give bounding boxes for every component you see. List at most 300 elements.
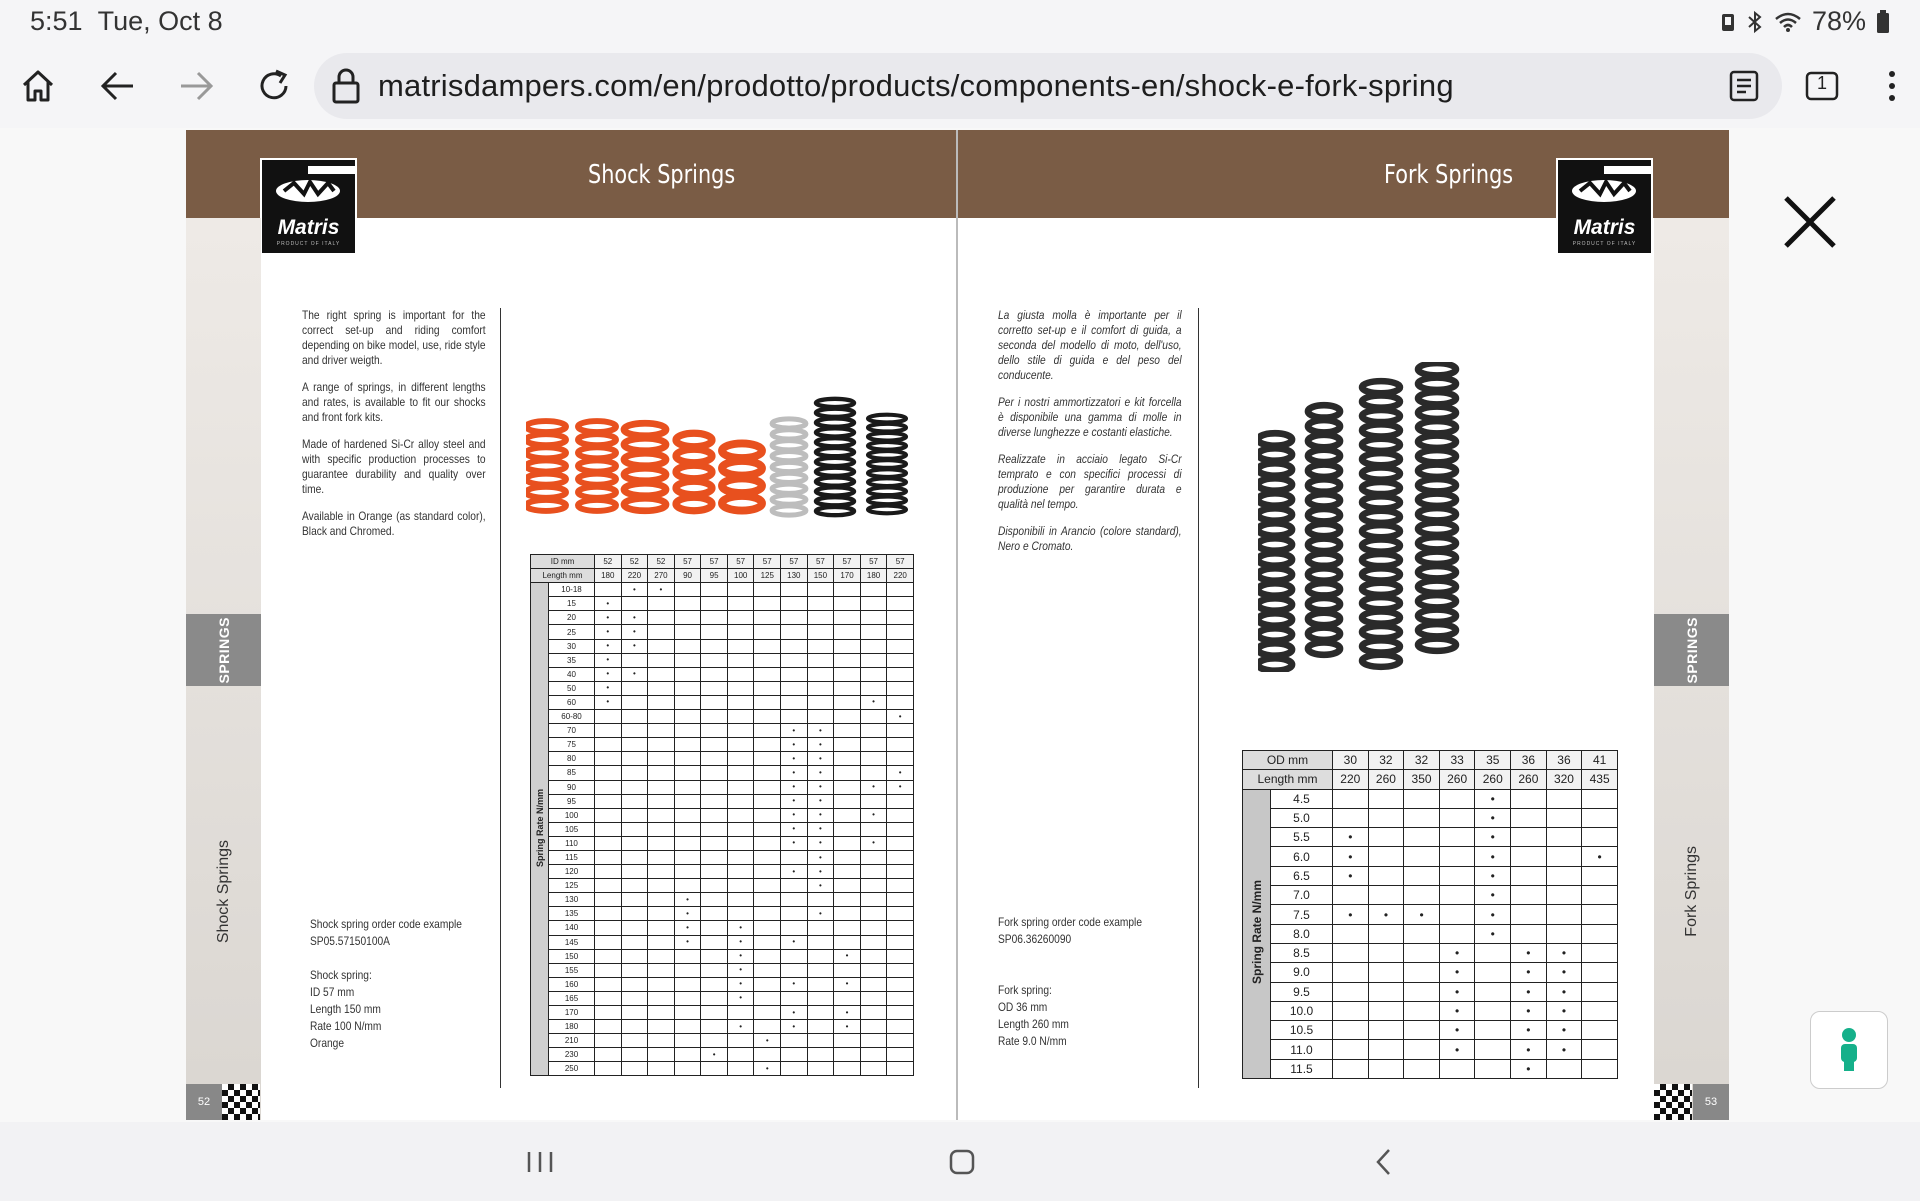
availability-cell [834,921,861,935]
header-cell: 36 [1546,751,1582,770]
availability-cell [781,949,808,963]
tab-count: 1 [1817,73,1828,93]
availability-cell: • [781,794,808,808]
lock-icon [330,67,362,105]
recent-apps-button[interactable] [520,1142,560,1182]
fork-springs-photo [1258,362,1498,672]
availability-cell [860,963,887,977]
availability-cell [754,681,781,695]
rate-cell: 230 [549,1048,595,1062]
availability-cell [754,752,781,766]
availability-cell [595,991,622,1005]
availability-cell [727,653,754,667]
availability-cell [674,991,701,1005]
availability-cell [701,611,728,625]
availability-cell: • [860,836,887,850]
availability-cell [887,865,914,879]
availability-cell: • [1511,1040,1547,1059]
availability-cell [701,583,728,597]
availability-cell [1368,1059,1404,1078]
availability-cell [701,836,728,850]
rate-cell: 10-18 [549,583,595,597]
rate-cell: 100 [549,808,595,822]
availability-cell [674,794,701,808]
divider-line [1198,308,1199,1088]
availability-cell [754,583,781,597]
header-cell: 260 [1368,770,1404,789]
availability-cell [834,1062,861,1076]
availability-cell: • [1546,982,1582,1001]
table-row [1243,866,1618,885]
availability-cell [1511,847,1547,866]
rate-cell: 180 [549,1020,595,1034]
availability-cell [1475,963,1511,982]
table-row [531,653,914,667]
availability-cell [674,752,701,766]
availability-cell [781,921,808,935]
availability-cell [727,667,754,681]
menu-button[interactable] [1866,60,1918,112]
table-row [531,822,914,836]
availability-cell: • [860,780,887,794]
availability-cell [648,836,675,850]
table-row [531,991,914,1005]
availability-cell [1404,808,1440,827]
rate-cell: 5.0 [1271,808,1333,827]
url-text[interactable]: matrisdampers.com/en/prodotto/products/components-en/shock-e-fork-spring [378,68,1454,103]
side-label: Shock Springs [214,840,232,944]
table-row [1243,1040,1618,1059]
availability-cell [621,681,648,695]
availability-cell [648,991,675,1005]
availability-cell [595,583,622,597]
intro-text: La giusta molla è importante per il corretto set-up e il comfort di guida, a seconda del modello di moto, dell'uso, dello stile di guida e del peso del conducente. Per i nostri ammortizzatori e kit forcella è disponibile una gamma di molle in diverse lunghezze e costanti elastiche. Realizzate in acciaio legato Si-Cr temprato e con specifici processi di produzione per garantire durata e qualità nel tempo. Disponibili in Arancio (colore standard), Nero e Cromato. [998,308,1182,553]
availability-cell [1475,982,1511,1001]
availability-cell [648,653,675,667]
availability-cell [1511,808,1547,827]
availability-cell [595,822,622,836]
availability-cell [1368,789,1404,808]
table-row [531,893,914,907]
availability-cell [648,1006,675,1020]
availability-cell [595,808,622,822]
rate-cell: 75 [549,738,595,752]
availability-cell [1333,1001,1369,1020]
availability-cell [727,1006,754,1020]
table-row [531,977,914,991]
availability-cell [727,611,754,625]
availability-cell [807,893,834,907]
rate-cell: 60-80 [549,710,595,724]
table-row [1243,886,1618,905]
availability-cell: • [674,907,701,921]
availability-cell [781,907,808,921]
availability-cell: • [1475,789,1511,808]
table-row [531,597,914,611]
availability-cell [834,865,861,879]
availability-cell [648,639,675,653]
availability-cell [754,977,781,991]
header-cell: 180 [595,569,622,583]
availability-cell [674,695,701,709]
availability-cell [701,653,728,667]
availability-cell [727,879,754,893]
availability-cell [595,780,622,794]
availability-cell [674,681,701,695]
header-cell: 57 [754,555,781,569]
availability-cell [834,893,861,907]
availability-cell [1404,924,1440,943]
availability-cell [1582,808,1618,827]
availability-cell [781,991,808,1005]
table-row [1243,808,1618,827]
availability-cell [621,653,648,667]
availability-cell [754,822,781,836]
availability-cell: • [1439,1040,1475,1059]
availability-cell [701,1034,728,1048]
availability-cell [807,1006,834,1020]
address-bar[interactable] [314,53,1782,119]
availability-cell [1333,963,1369,982]
availability-cell [674,808,701,822]
availability-cell [807,625,834,639]
availability-cell [887,808,914,822]
availability-cell [887,752,914,766]
battery-percent: 78% [1811,6,1866,36]
availability-cell [674,1006,701,1020]
availability-cell [648,935,675,949]
availability-cell: • [727,1020,754,1034]
availability-cell [807,935,834,949]
availability-cell [781,653,808,667]
availability-cell: • [595,667,622,681]
image-viewer [0,128,1920,1122]
availability-cell [621,865,648,879]
availability-cell [727,766,754,780]
table-row [531,710,914,724]
logo-tagline: PRODUCT OF ITALY [276,241,341,247]
availability-cell [834,653,861,667]
availability-cell [887,667,914,681]
availability-cell [1475,1001,1511,1020]
close-button[interactable] [1780,192,1840,252]
availability-cell [887,822,914,836]
rate-cell: 6.5 [1271,866,1333,885]
shock-springs-photo [526,392,926,522]
availability-cell: • [701,1048,728,1062]
floating-action-button[interactable] [1810,1011,1888,1089]
availability-cell [595,949,622,963]
rate-cell: 120 [549,865,595,879]
table-row [1243,963,1618,982]
availability-cell: • [1439,982,1475,1001]
availability-cell [621,780,648,794]
availability-cell: • [887,710,914,724]
shock-spring [868,415,906,514]
availability-cell [1546,847,1582,866]
rate-cell: 70 [549,724,595,738]
availability-cell: • [807,794,834,808]
availability-cell [674,1048,701,1062]
table-row [1243,789,1618,808]
availability-cell [1582,982,1618,1001]
availability-cell [648,695,675,709]
header-cell: 90 [674,569,701,583]
header-row [1243,770,1618,789]
availability-cell [754,1048,781,1062]
availability-cell [860,977,887,991]
availability-cell [701,963,728,977]
header-cell: 32 [1404,751,1440,770]
page-title: Fork Springs [1384,160,1514,190]
availability-cell [1582,886,1618,905]
availability-cell [648,1062,675,1076]
availability-cell [648,794,675,808]
availability-cell [1368,866,1404,885]
availability-cell [1511,905,1547,924]
availability-cell [727,850,754,864]
availability-cell [754,949,781,963]
availability-cell [807,963,834,977]
availability-cell: • [781,808,808,822]
availability-cell [648,865,675,879]
availability-cell [701,907,728,921]
availability-cell [887,738,914,752]
reload-button[interactable] [248,60,300,112]
header-cell: 130 [781,569,808,583]
availability-cell [595,724,622,738]
availability-cell [1333,1059,1369,1078]
availability-cell [781,681,808,695]
availability-cell: • [781,865,808,879]
availability-cell [1582,924,1618,943]
availability-cell [781,850,808,864]
availability-cell [648,921,675,935]
availability-cell [621,597,648,611]
availability-cell [674,879,701,893]
table-row [531,639,914,653]
reader-mode-icon [1728,69,1760,103]
availability-cell [781,1034,808,1048]
availability-cell [807,695,834,709]
availability-cell [701,921,728,935]
availability-cell [834,1034,861,1048]
availability-cell [807,653,834,667]
header-cell: 57 [860,555,887,569]
availability-cell: • [621,625,648,639]
availability-cell [834,766,861,780]
availability-cell [648,893,675,907]
availability-cell [621,907,648,921]
availability-cell: • [727,977,754,991]
availability-cell [781,625,808,639]
availability-cell [701,681,728,695]
availability-cell [727,794,754,808]
availability-cell [860,879,887,893]
tabs-button[interactable] [1796,60,1848,112]
back-button[interactable] [92,60,144,112]
reader-mode-button[interactable] [1718,60,1770,112]
rate-cell: 10.5 [1271,1021,1333,1040]
header-cell: 57 [887,555,914,569]
availability-cell [834,724,861,738]
availability-cell [1439,808,1475,827]
availability-cell [727,583,754,597]
table-row [1243,1021,1618,1040]
availability-cell [834,780,861,794]
availability-cell [887,850,914,864]
availability-cell [887,1006,914,1020]
rate-cell: 9.5 [1271,982,1333,1001]
availability-cell: • [1333,828,1369,847]
availability-cell: • [781,766,808,780]
availability-cell [1511,866,1547,885]
home-button[interactable] [12,60,64,112]
availability-cell: • [1475,866,1511,885]
rate-cell: 95 [549,794,595,808]
availability-cell [1368,828,1404,847]
availability-cell [674,836,701,850]
availability-cell [887,935,914,949]
shock-spring [772,419,806,515]
availability-cell [860,893,887,907]
availability-cell [1582,866,1618,885]
shock-spring [676,433,712,510]
availability-cell [1439,789,1475,808]
availability-cell [674,653,701,667]
availability-cell [674,667,701,681]
availability-cell [701,794,728,808]
back-nav-button[interactable] [1364,1142,1404,1182]
availability-cell [701,695,728,709]
section-tab: SPRINGS [1654,614,1729,686]
availability-cell [887,681,914,695]
rate-cell: 135 [549,907,595,921]
availability-cell: • [1546,1040,1582,1059]
order-example: Shock spring order code example SP05.57150100A Shock spring: ID 57 mm Length 150 mm Rate 100 N/mm Orange [310,917,462,1050]
header-cell: 52 [595,555,622,569]
availability-cell [1439,847,1475,866]
availability-cell [701,724,728,738]
availability-cell [621,808,648,822]
availability-cell: • [807,907,834,921]
availability-cell [834,907,861,921]
availability-cell [674,949,701,963]
shock-spring [526,421,566,511]
header-cell: 41 [1582,751,1618,770]
availability-cell [701,822,728,836]
availability-cell: • [621,667,648,681]
availability-cell [727,681,754,695]
availability-cell [701,766,728,780]
availability-cell [887,893,914,907]
availability-cell [860,738,887,752]
home-nav-button[interactable] [942,1142,982,1182]
availability-cell [754,611,781,625]
header-cell: 57 [834,555,861,569]
availability-cell: • [807,780,834,794]
availability-cell [595,836,622,850]
intro-text: The right spring is important for the correct set-up and riding comfort depending on bike model, use, ride style and driver weigth. A range of springs, in different lengths and rates, is available to fit our shocks and front fork kits. Made of hardened Si-Cr alloy steel and with specific production processes to guarantee durability and quality over time. Available in Orange (as standard color), Black and Chromed. [302,308,486,538]
availability-cell [1368,943,1404,962]
availability-cell [648,850,675,864]
availability-cell [887,695,914,709]
availability-cell [860,1020,887,1034]
table-row [531,752,914,766]
availability-cell [1333,1021,1369,1040]
availability-cell [1582,905,1618,924]
availability-cell: • [1511,943,1547,962]
forward-button[interactable] [170,60,222,112]
availability-cell [621,695,648,709]
availability-cell [781,879,808,893]
availability-cell [648,949,675,963]
availability-cell [674,780,701,794]
availability-cell [807,710,834,724]
rate-cell: 160 [549,977,595,991]
availability-cell [807,681,834,695]
availability-cell: • [621,639,648,653]
availability-cell [807,921,834,935]
availability-cell [1475,1021,1511,1040]
availability-cell [1439,828,1475,847]
availability-cell [807,1062,834,1076]
shock-spring [722,443,762,510]
availability-cell [701,625,728,639]
availability-cell [727,808,754,822]
availability-cell [807,639,834,653]
availability-cell [887,1034,914,1048]
availability-cell [595,1006,622,1020]
table-row [531,625,914,639]
availability-cell: • [887,780,914,794]
header-cell: 95 [701,569,728,583]
availability-cell [887,977,914,991]
availability-cell [807,1034,834,1048]
availability-cell [674,963,701,977]
header-row [531,555,914,569]
logo-wordmark: Matris [1573,216,1636,239]
rate-cell: 10.0 [1271,1001,1333,1020]
availability-cell [595,766,622,780]
header-cell: 260 [1511,770,1547,789]
availability-cell: • [807,822,834,836]
arrow-right-icon [177,67,215,105]
rate-cell: 170 [549,1006,595,1020]
battery-icon [1876,10,1890,34]
rate-cell: 30 [549,639,595,653]
rate-cell: 105 [549,822,595,836]
availability-cell [648,1048,675,1062]
availability-cell [595,963,622,977]
table-row [531,611,914,625]
availability-cell [1368,808,1404,827]
availability-cell: • [834,949,861,963]
availability-cell: • [727,991,754,1005]
fork-spring [1418,363,1456,651]
availability-cell [648,752,675,766]
availability-cell [754,625,781,639]
header-cell: 270 [648,569,675,583]
availability-cell: • [727,921,754,935]
rate-cell: 15 [549,597,595,611]
availability-cell [887,625,914,639]
availability-cell: • [807,766,834,780]
availability-cell [1439,866,1475,885]
availability-cell: • [674,893,701,907]
header-cell: 57 [781,555,808,569]
availability-cell: • [595,639,622,653]
